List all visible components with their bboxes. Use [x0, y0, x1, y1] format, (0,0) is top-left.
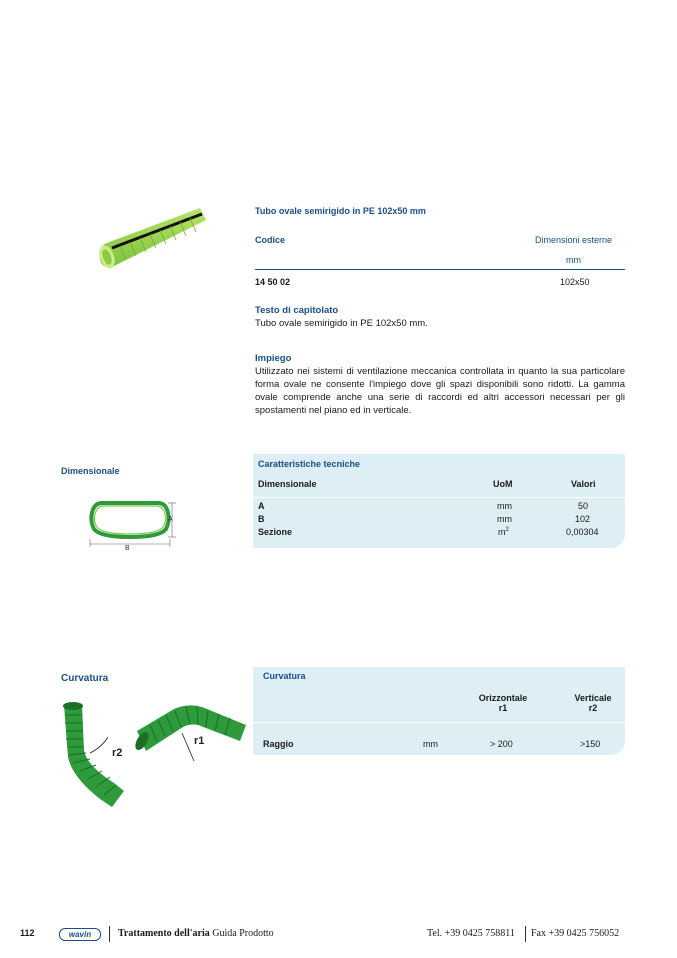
curv-header-vertical-1: Verticale	[574, 693, 612, 703]
tech-row-sezione-uom-base: m	[498, 527, 506, 537]
tech-row-a-value: 50	[578, 501, 589, 511]
curv-header-horizontal	[468, 693, 538, 713]
tech-header-uom: UoM	[493, 479, 513, 489]
tech-table	[253, 454, 625, 548]
dimension-a-label: A	[168, 516, 173, 523]
wavin-logo: wavin	[59, 928, 101, 941]
curv-header-vertical	[558, 693, 628, 713]
oval-pipe-image	[96, 202, 208, 278]
testo-heading: Testo di capitolato	[255, 305, 339, 316]
curv-row-uom: mm	[423, 739, 438, 749]
footer-separator-1	[109, 926, 110, 942]
tech-header-divider	[253, 497, 625, 498]
impiego-heading: Impiego	[255, 353, 292, 364]
oval-diagram-graphic	[80, 495, 180, 557]
footer-fax: Fax +39 0425 756052	[531, 928, 620, 939]
dimension-b-label: B	[125, 545, 130, 552]
tech-row-b-value: 102	[575, 514, 591, 524]
curv-header-vertical-2: r2	[588, 703, 598, 713]
footer-tel: Tel. +39 0425 758811	[427, 928, 515, 939]
tech-row-sezione-name: Sezione	[258, 527, 293, 537]
curvatura-table	[253, 667, 625, 755]
tech-table-title: Caratteristiche tecniche	[258, 459, 361, 469]
r2-label: r2	[112, 747, 123, 759]
page-number: 112	[20, 928, 35, 938]
product-dimensions: 102x50	[560, 277, 590, 287]
r1-label: r1	[194, 735, 205, 747]
curv-header-horizontal-2: r1	[498, 703, 508, 713]
tech-header-name: Dimensionale	[258, 479, 317, 489]
tech-row-sezione-value: 0,00304	[566, 527, 599, 537]
curv-row-name: Raggio	[263, 739, 294, 749]
curvatura-table-title: Curvatura	[263, 671, 306, 681]
col-header-code: Codice	[255, 235, 286, 245]
footer-separator-2	[525, 926, 526, 942]
bent-pipes-image	[42, 695, 262, 810]
tech-row-sezione-uom-sup: 2	[505, 527, 509, 533]
product-code: 14 50 02	[255, 277, 291, 287]
divider	[255, 269, 625, 270]
testo-text: Tubo ovale semirigido in PE 102x50 mm.	[255, 318, 428, 329]
col-header-dimensions: Dimensioni esterne	[535, 235, 613, 245]
tech-header-values: Valori	[571, 479, 596, 489]
dimensional-side-label: Dimensionale	[61, 466, 120, 476]
tech-row-sezione-uom	[498, 527, 509, 537]
impiego-text: Utilizzato nei sistemi di ventilazione meccanica controllata in quanto la sua particolare forma ovale ne consente l'impiego dove gli spazi disponibili sono ridotti. La gamma ovale comprende anche una serie di raccordi ed altri accessori necessari per gli spostamenti nel piano ed in verticale.	[255, 366, 625, 416]
curv-header-divider	[253, 722, 625, 723]
tech-row-a-uom: mm	[497, 501, 512, 511]
footer-guide: Guida Prodotto	[212, 928, 274, 939]
product-title: Tubo ovale semirigido in PE 102x50 mm	[255, 206, 426, 216]
footer-section	[118, 928, 274, 939]
bent-pipes-graphic	[42, 695, 262, 810]
col-header-unit: mm	[566, 255, 581, 265]
curv-row-horizontal: > 200	[490, 739, 513, 749]
tech-row-a-name: A	[258, 501, 265, 511]
tech-row-b-name: B	[258, 514, 265, 524]
curvatura-side-label: Curvatura	[61, 673, 109, 684]
tech-row-b-uom: mm	[497, 514, 512, 524]
footer-section-name: Trattamento dell'aria	[118, 928, 210, 939]
curv-row-vertical: >150	[580, 739, 601, 749]
oval-section-diagram	[80, 495, 180, 557]
curv-header-horizontal-1: Orizzontale	[478, 693, 528, 703]
